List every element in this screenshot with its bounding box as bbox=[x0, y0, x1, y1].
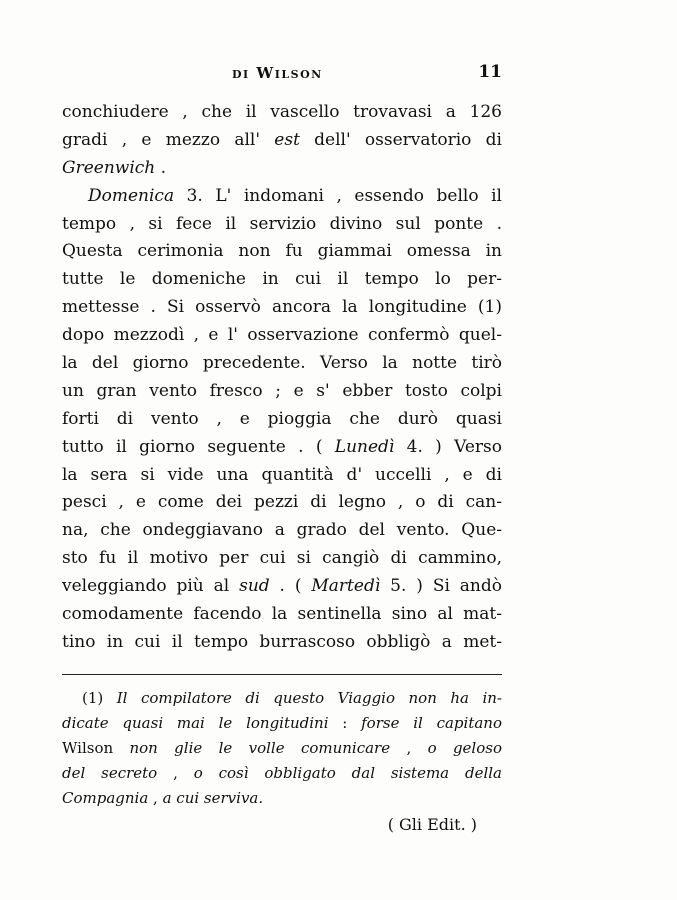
footnote-line bbox=[62, 736, 502, 761]
italic-run: sud bbox=[239, 576, 270, 597]
text-line bbox=[62, 378, 502, 406]
italic-run: Greenwich bbox=[62, 157, 156, 178]
footnote-divider bbox=[62, 674, 502, 675]
text-line bbox=[62, 127, 502, 155]
text-run: pesci , e come dei pezzi di legno , o di can- bbox=[62, 492, 502, 513]
text-run: Wilson bbox=[62, 739, 130, 757]
text-run: conchiudere , che il vascello trovavasi a 126 bbox=[62, 102, 502, 122]
text-run: tutte le domeniche in cui il tempo lo per- bbox=[62, 269, 502, 290]
italic-run: o geloso bbox=[427, 739, 502, 757]
text-line bbox=[62, 573, 502, 601]
text-line bbox=[62, 99, 502, 127]
text-run: la sera si vide una quantità d' uccelli , e di bbox=[62, 464, 502, 485]
text-run: dell' osservatorio di bbox=[299, 129, 502, 150]
text-line bbox=[62, 322, 502, 350]
text-run: tempo , si fece il servizio divino sul ponte . bbox=[62, 213, 502, 234]
text-line bbox=[62, 601, 502, 629]
italic-run: est bbox=[274, 129, 300, 150]
text-line bbox=[62, 294, 502, 322]
text-run: : bbox=[328, 714, 362, 732]
text-line bbox=[62, 406, 502, 434]
text-run: na, che ondeggiavano a grado del vento. Que- bbox=[62, 520, 502, 541]
text-line bbox=[62, 629, 502, 657]
text-line bbox=[62, 183, 502, 211]
text-run: , bbox=[148, 789, 163, 807]
text-run: . ( bbox=[269, 576, 312, 597]
italic-run: Il compilatore di questo Viaggio non ha in- bbox=[116, 689, 502, 707]
italic-run: non glie le volle comunicare bbox=[129, 739, 391, 757]
running-title: di Wilson bbox=[232, 64, 323, 82]
text-run: 3. L' indomani , essendo bello il bbox=[174, 185, 502, 206]
text-run: . bbox=[155, 157, 167, 178]
text-line bbox=[62, 266, 502, 294]
text-line bbox=[62, 489, 502, 517]
text-run: forti di vento , e pioggia che durò quasi bbox=[62, 408, 502, 429]
italic-run: forse il capitano bbox=[361, 714, 502, 732]
text-run: , bbox=[157, 764, 194, 782]
text-line bbox=[62, 517, 502, 545]
text-line bbox=[62, 350, 502, 378]
footnote-line bbox=[62, 786, 502, 811]
text-line bbox=[62, 462, 502, 490]
text-run: Questa cerimonia non fu giammai omessa in bbox=[62, 241, 502, 262]
text-run: 4. ) Verso bbox=[394, 436, 502, 457]
text-run: 5. ) Si andò bbox=[380, 576, 502, 597]
footnote-line bbox=[62, 761, 502, 786]
text-line bbox=[62, 238, 502, 266]
text-run: veleggiando più al bbox=[62, 576, 240, 597]
text-run: comodamente facendo la sentinella sino al mat- bbox=[62, 604, 502, 625]
editors-signature: ( Gli Edit. ) bbox=[387, 815, 477, 834]
footnote-line bbox=[62, 711, 502, 736]
italic-run: dicate quasi mai le longitudini bbox=[62, 714, 329, 732]
text-run: (1) bbox=[82, 689, 117, 707]
text-run: dopo mezzodì , e l' osservazione confermò quel- bbox=[62, 325, 502, 346]
italic-run: Martedì bbox=[311, 576, 381, 597]
page-number: 11 bbox=[478, 62, 502, 82]
text-run: la del giorno precedente. Verso la notte tirò bbox=[62, 353, 502, 374]
text-run: gradi , e mezzo all' bbox=[62, 129, 275, 150]
italic-run: a cui serviva. bbox=[162, 789, 264, 807]
italic-run: o così obbligato dal sistema della bbox=[193, 764, 502, 782]
italic-run: Domenica bbox=[88, 185, 175, 206]
text-run: , bbox=[390, 739, 428, 757]
footnote bbox=[62, 686, 502, 811]
text-line bbox=[62, 434, 502, 462]
italic-run: Compagnia bbox=[62, 789, 149, 807]
text-run: tino in cui il tempo burrascoso obbligò a met- bbox=[62, 631, 502, 652]
body-text bbox=[62, 99, 502, 657]
page-header bbox=[62, 64, 502, 88]
text-line bbox=[62, 211, 502, 239]
italic-run: del secreto bbox=[62, 764, 158, 782]
text-run: mettesse . Si osservò ancora la longitudine (1) bbox=[62, 297, 502, 318]
text-line bbox=[62, 545, 502, 573]
text-run: un gran vento fresco ; e s' ebber tosto colpi bbox=[62, 380, 502, 401]
text-line bbox=[62, 155, 502, 183]
italic-run: Lunedì bbox=[334, 436, 395, 457]
footnote-line bbox=[62, 686, 502, 711]
text-run: sto fu il motivo per cui si cangiò di cammino, bbox=[62, 548, 502, 569]
text-run: tutto il giorno seguente . ( bbox=[62, 436, 335, 457]
